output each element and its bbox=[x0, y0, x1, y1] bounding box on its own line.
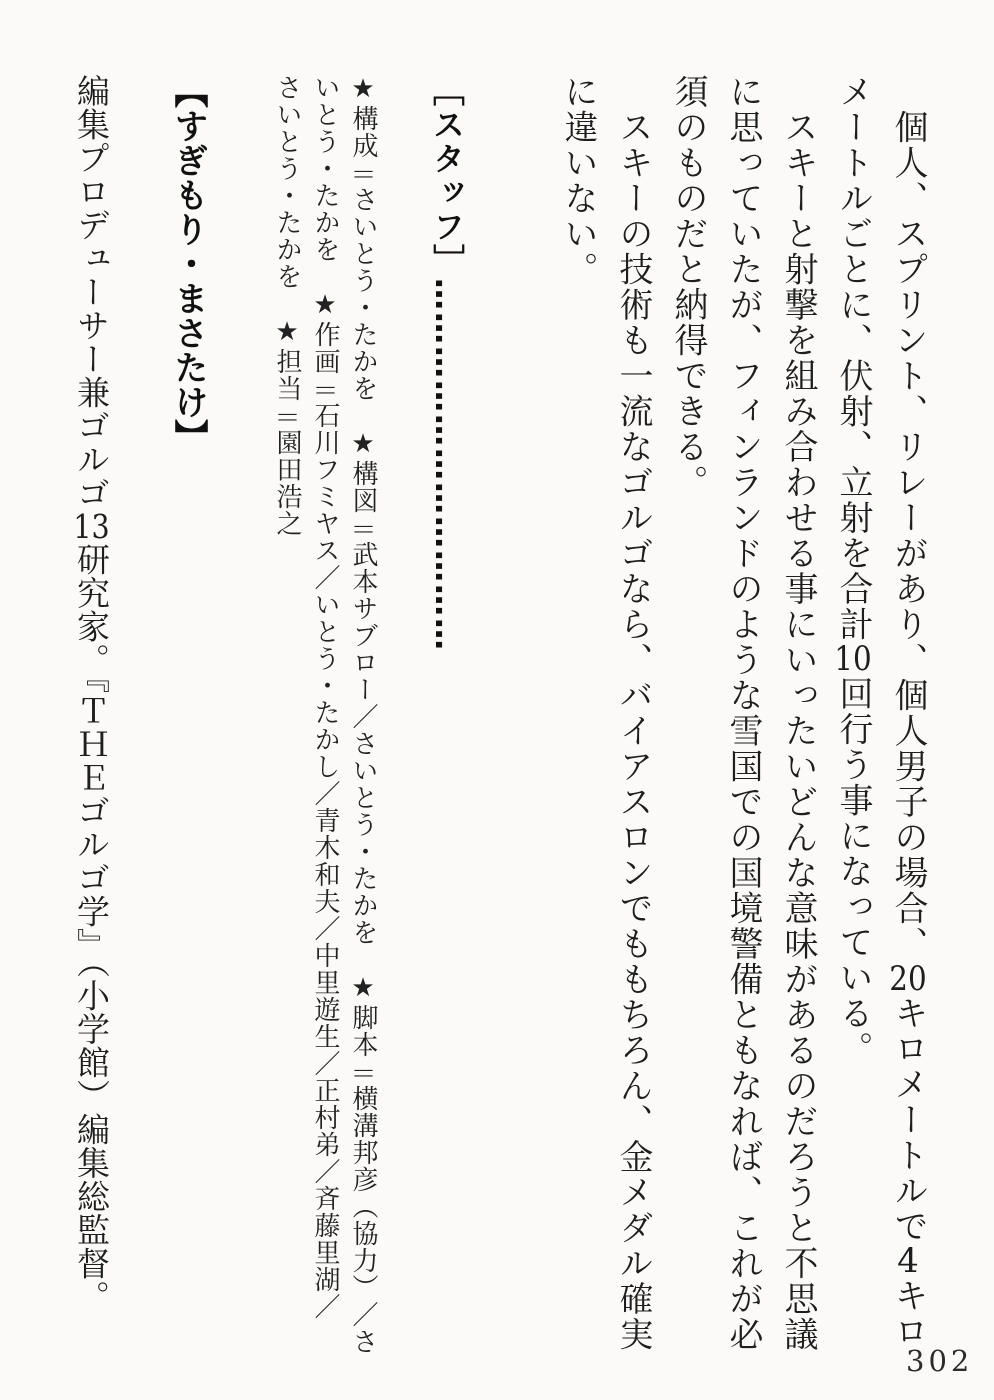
vertical-text-column: 須のものだと納得できる。 bbox=[668, 74, 708, 500]
author-profile-header: 【すぎもり・まさたけ】 bbox=[168, 74, 208, 454]
staff-credits-section bbox=[268, 74, 512, 1354]
tatechuyoko-digits: 4 bbox=[897, 1244, 919, 1278]
vertical-text-column: ★構成＝さいとう・たかを ★構図＝武本サブロー／さいとう・たかを ★脚本＝横溝邦彦（協力）／さ bbox=[348, 74, 378, 1356]
tatechuyoko-digits: 13 bbox=[73, 509, 110, 543]
vertical-text-column: 個人、スプリント、リレーがあり、個人男子の場合、20キロメートルで4キロ bbox=[888, 74, 928, 1349]
vertical-text-column: いとう・たかを ★作画＝石川フミヤス／いとう・たかし／青木和夫／中里遊生／正村弟／斉藤里湖／ bbox=[310, 74, 340, 1321]
vertical-equals-sign: ＝ bbox=[311, 373, 339, 404]
vertical-equals-sign: ＝ bbox=[273, 400, 301, 431]
vertical-text-column: メートルごとに、伏射、立射を合計10回行う事になっている。 bbox=[833, 74, 873, 1067]
tatechuyoko-digits: 20 bbox=[889, 961, 927, 996]
vertical-text-column: さいとう・たかを ★担当＝園田浩之 bbox=[272, 74, 302, 538]
vertical-text-column: スキーと射撃を組み合わせる事にいったいどんな意味があるのだろうと不思議 bbox=[778, 74, 818, 1352]
vertical-text-column: に思っていたが、フィンランドのような雪国での国境警備ともなれば、これが必 bbox=[723, 74, 763, 1352]
vertical-equals-sign: ＝ bbox=[349, 1056, 377, 1087]
page-number: 302 bbox=[906, 1344, 974, 1378]
tatechuyoko-digits: 10 bbox=[834, 642, 872, 676]
vertical-text-column: スキーの技術も一流なゴルゴなら、バイアスロンでももちろん、金メダル確実 bbox=[613, 74, 653, 1352]
staff-section-header: ［スタッフ］…………………………… bbox=[428, 74, 466, 652]
author-profile-section bbox=[63, 74, 257, 1354]
article-body-text bbox=[550, 74, 935, 1354]
vertical-text-column: 編集プロデューサー兼ゴルゴ13研究家。『ＴＨＥゴルゴ学』（小学館）編集総監督。 bbox=[72, 74, 111, 1314]
vertical-equals-sign: ＝ bbox=[349, 512, 377, 543]
vertical-text-column: に違いない。 bbox=[558, 74, 598, 287]
vertical-equals-sign: ＝ bbox=[349, 157, 377, 188]
